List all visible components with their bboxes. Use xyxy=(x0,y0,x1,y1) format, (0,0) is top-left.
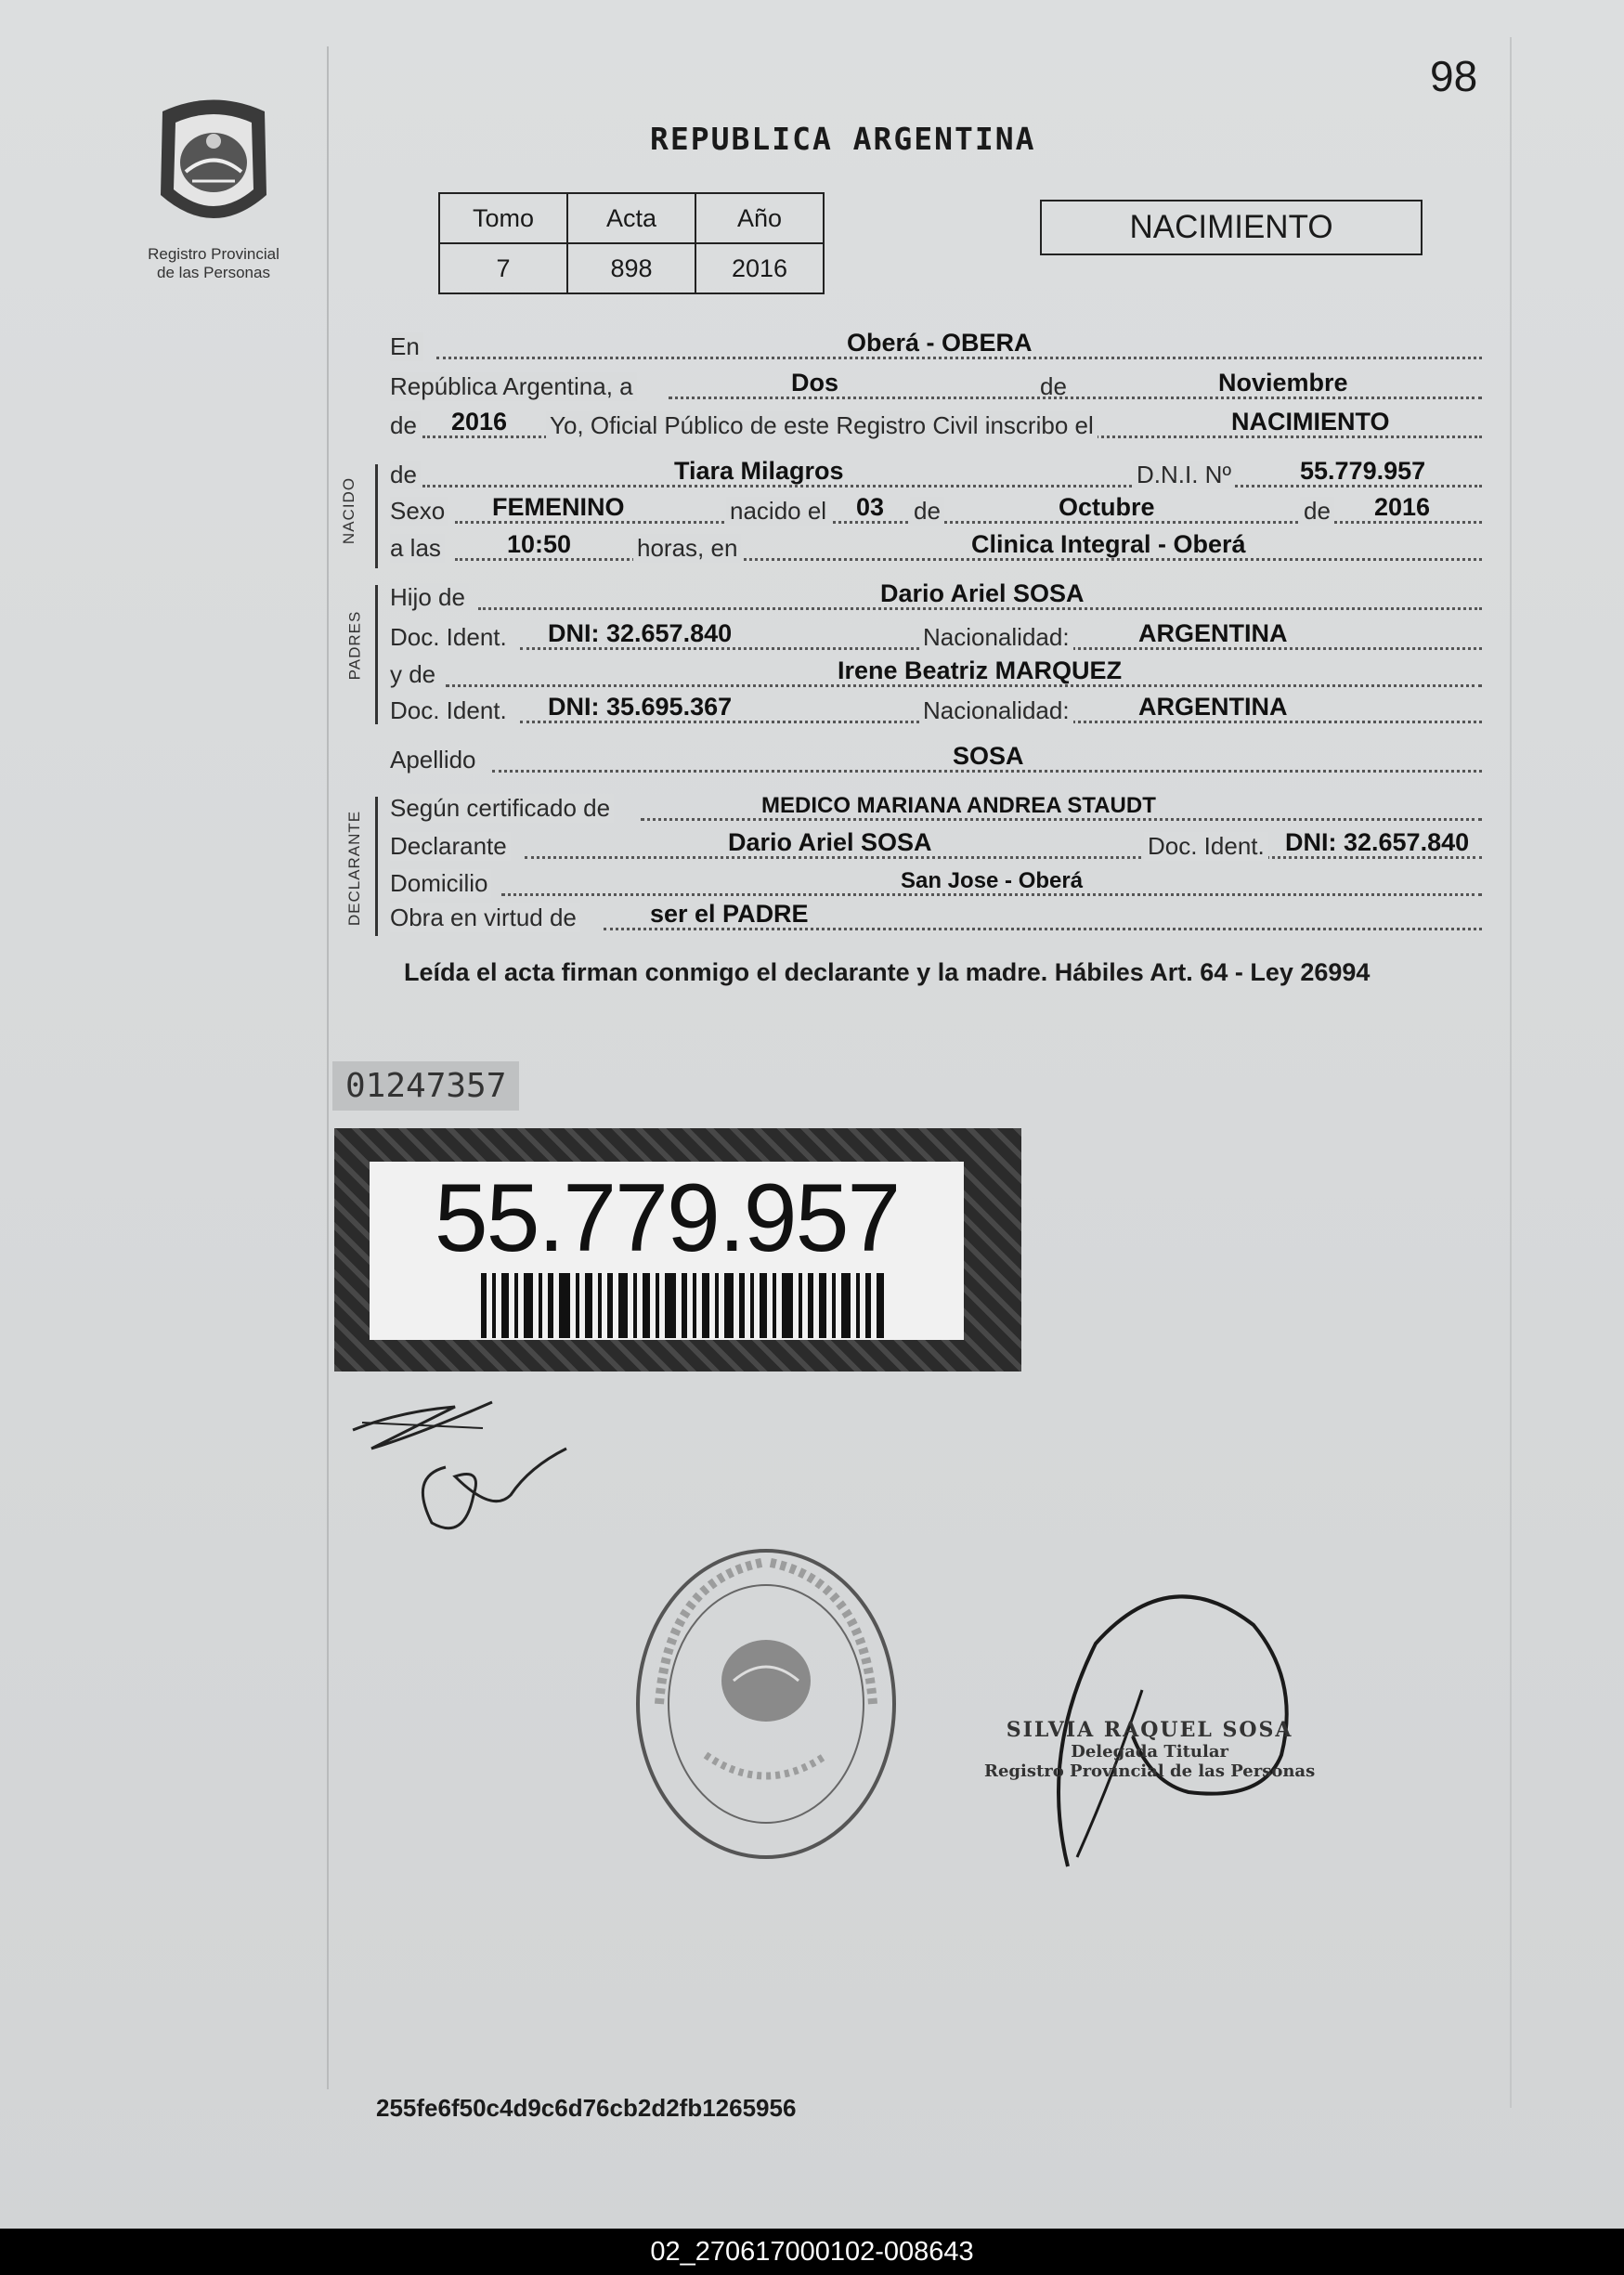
value-birth-year: 2016 xyxy=(1374,493,1431,521)
label-doc3: Doc. Ident. xyxy=(1144,832,1268,861)
country-title: REPUBLICA ARGENTINA xyxy=(650,121,1036,157)
header-tomo: Tomo xyxy=(439,193,567,243)
value-birth-month: Octubre xyxy=(1059,493,1155,521)
left-margin-line xyxy=(327,46,329,2089)
footer-filename: 02_270617000102-008643 xyxy=(0,2229,1624,2275)
value-cert: MEDICO MARIANA ANDREA STAUDT xyxy=(761,793,1156,818)
barcode-icon xyxy=(481,1273,890,1338)
label-dni: D.N.I. Nº xyxy=(1133,461,1235,489)
label-decl: Declarante xyxy=(390,832,511,861)
header-anio: Año xyxy=(695,193,824,243)
label-sexo: Sexo xyxy=(390,497,448,526)
label-en: En xyxy=(390,332,423,361)
signatory-role: Delegada Titular xyxy=(1071,1742,1228,1762)
official-seal xyxy=(631,1541,901,1866)
signatory-office: Registro Provincial de las Personas xyxy=(984,1762,1316,1781)
section-declarante: DECLARANTE xyxy=(345,810,364,927)
value-birth-day: 03 xyxy=(856,493,885,521)
value-obra: ser el PADRE xyxy=(650,900,809,928)
value-father: Dario Ariel SOSA xyxy=(880,579,1085,607)
value-mother-nat: ARGENTINA xyxy=(1138,693,1288,721)
row-name xyxy=(390,458,1482,495)
record-type-box: NACIMIENTO xyxy=(1040,200,1423,255)
label-republica: República Argentina, a xyxy=(390,372,637,401)
row-sexo xyxy=(390,494,1482,531)
label-doc1: Doc. Ident. xyxy=(390,623,511,652)
label-de3: de xyxy=(390,461,421,489)
label-nacido: nacido el xyxy=(726,497,830,526)
signature-block xyxy=(984,1718,1315,1781)
signatory-name: SILVIA RAQUEL SOSA xyxy=(1006,1718,1293,1742)
page-number: 98 xyxy=(1430,52,1478,100)
label-nac2: Nacionalidad: xyxy=(919,696,1073,725)
label-alas: a las xyxy=(390,534,445,563)
registry-logo xyxy=(130,93,297,282)
value-mother-doc: DNI: 35.695.367 xyxy=(548,693,733,721)
value-sexo: FEMENINO xyxy=(492,493,625,521)
row-doc-mother xyxy=(390,694,1482,731)
value-child-dni: 55.779.957 xyxy=(1300,457,1426,485)
value-acta: 898 xyxy=(567,243,695,293)
label-dom: Domicilio xyxy=(390,869,491,898)
value-place: Clinica Integral - Oberá xyxy=(971,530,1246,558)
value-dom: San Jose - Oberá xyxy=(901,868,1084,893)
value-en: Oberá - OBERA xyxy=(847,329,1033,357)
label-nac1: Nacionalidad: xyxy=(919,623,1073,652)
label-apellido: Apellido xyxy=(390,746,480,774)
label-de5: de xyxy=(1300,497,1334,526)
row-domicilio xyxy=(390,866,1482,904)
legal-note: Leída el acta firman conmigo el declarante y la madre. Hábiles Art. 64 - Ley 26994 xyxy=(404,958,1371,986)
row-hijo xyxy=(390,580,1482,618)
provincial-coat-of-arms-icon xyxy=(144,93,283,241)
record-table xyxy=(438,192,825,294)
value-apellido: SOSA xyxy=(953,742,1024,770)
row-apellido xyxy=(390,743,1482,780)
section-nacido: NACIDO xyxy=(340,476,358,545)
value-mother: Irene Beatriz MARQUEZ xyxy=(838,656,1123,684)
padres-bracket xyxy=(375,585,378,724)
value-father-nat: ARGENTINA xyxy=(1138,619,1288,647)
barcode-number: 55.779.957 xyxy=(434,1164,900,1272)
value-anio: 2016 xyxy=(695,243,824,293)
row-obra xyxy=(390,901,1482,938)
label-yo: Yo, Oficial Público de este Registro Civil inscribo el xyxy=(546,411,1098,440)
stamp-number: 01247357 xyxy=(332,1061,519,1111)
label-obra: Obra en virtud de xyxy=(390,904,580,932)
section-padres: PADRES xyxy=(345,610,364,681)
row-declarante xyxy=(390,829,1482,866)
value-inscribe: NACIMIENTO xyxy=(1231,408,1390,436)
header-acta: Acta xyxy=(567,193,695,243)
logo-caption: Registro Provincial de las Personas xyxy=(148,245,279,281)
row-en xyxy=(390,330,1482,367)
row-republica xyxy=(390,370,1482,407)
value-time: 10:50 xyxy=(507,530,572,558)
value-day: Dos xyxy=(791,369,839,396)
label-de4: de xyxy=(910,497,944,526)
value-child-name: Tiara Milagros xyxy=(674,457,844,485)
value-tomo: 7 xyxy=(439,243,567,293)
label-horas: horas, en xyxy=(633,534,741,563)
row-inscribe xyxy=(390,409,1482,446)
row-mother xyxy=(390,657,1482,695)
label-de: de xyxy=(1040,372,1067,400)
row-doc-father xyxy=(390,620,1482,657)
barcode-label xyxy=(370,1162,964,1340)
value-decl: Dario Ariel SOSA xyxy=(728,828,932,856)
handwritten-signature xyxy=(344,1356,585,1560)
declarante-bracket xyxy=(375,797,378,936)
barcode-sticker xyxy=(334,1128,1021,1372)
row-hora xyxy=(390,531,1482,568)
value-month: Noviembre xyxy=(1218,369,1348,396)
right-margin-line xyxy=(1510,37,1512,2108)
value-year: 2016 xyxy=(451,408,508,436)
value-decl-doc: DNI: 32.657.840 xyxy=(1285,828,1470,856)
dotted-line xyxy=(455,558,1482,561)
document-hash: 255fe6f50c4d9c6d76cb2d2fb1265956 xyxy=(376,2094,797,2122)
row-certificado xyxy=(390,791,1482,828)
label-yde: y de xyxy=(390,660,439,689)
value-father-doc: DNI: 32.657.840 xyxy=(548,619,733,647)
nacido-bracket xyxy=(375,464,378,568)
label-hijo: Hijo de xyxy=(390,583,469,612)
label-de2: de xyxy=(390,411,421,440)
label-doc2: Doc. Ident. xyxy=(390,696,511,725)
label-cert: Según certificado de xyxy=(390,794,614,823)
